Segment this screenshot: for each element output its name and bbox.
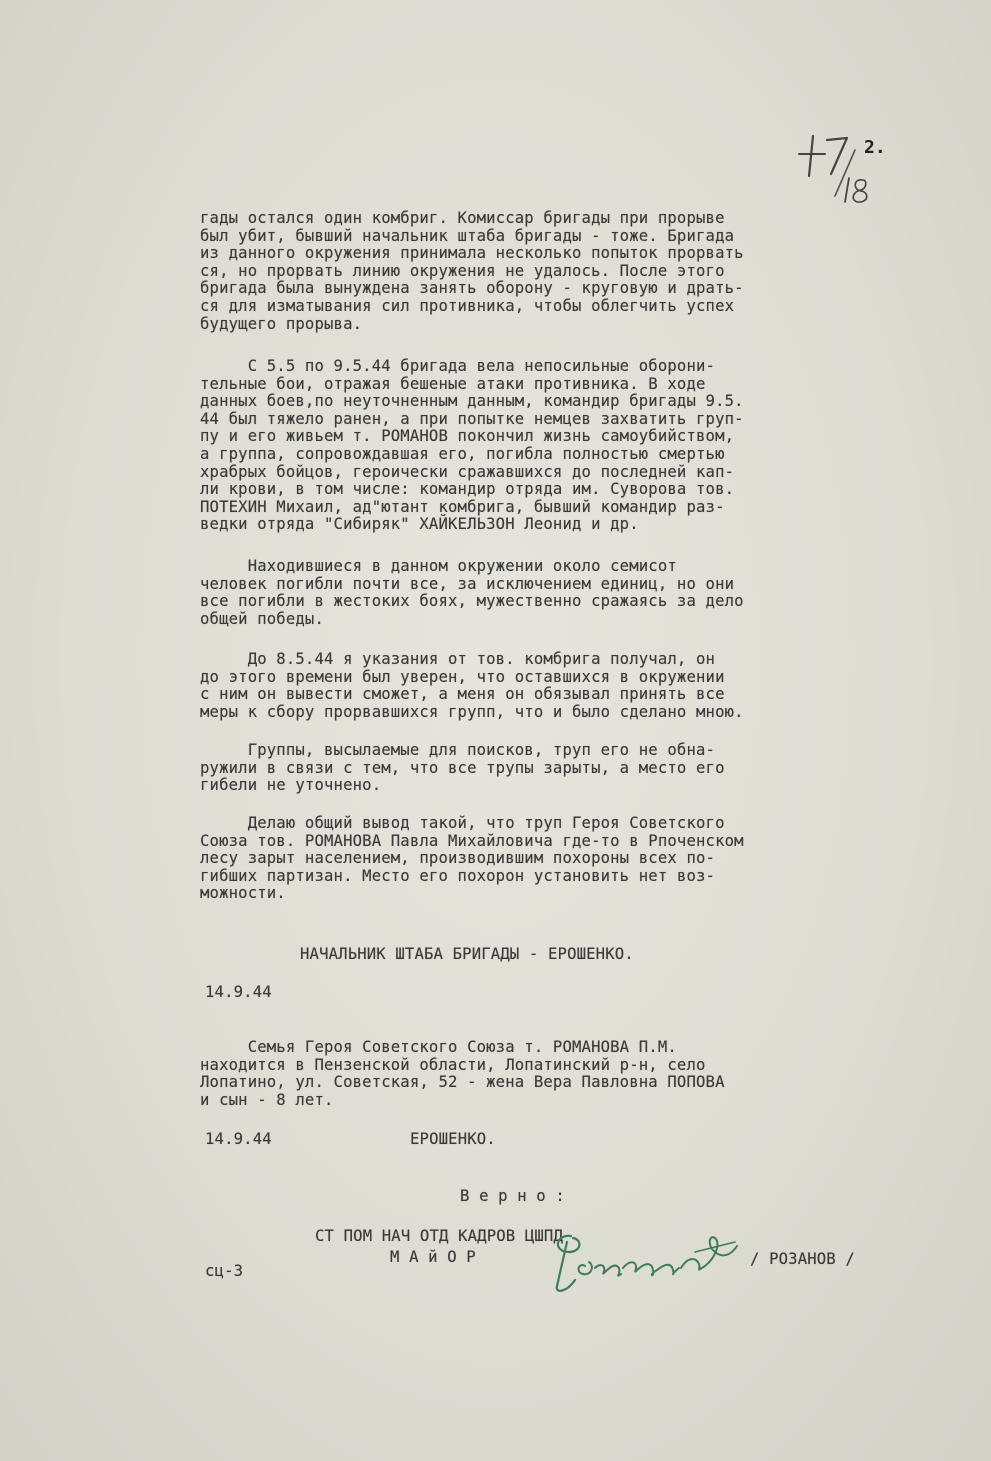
text-line: а группа, сопровождавшая его, погибла полностью смертью xyxy=(200,444,725,463)
text-line: все погибли в жестоких боях, мужественно сражаясь за дело xyxy=(200,592,744,611)
text-line: тельные бои, отражая бешеные атаки противника. В ходе xyxy=(200,374,706,393)
text-line: Находившиеся в данном окружении около семисот xyxy=(200,557,677,575)
text-line: из данного окружения принимала несколько попыток прорвать xyxy=(200,244,744,263)
text-line: меры к сбору прорвавшихся групп, что и было сделано мною. xyxy=(200,702,744,721)
paragraph-4 xyxy=(200,651,920,721)
chief-of-staff-signature: НАЧАЛЬНИК ШТАБА БРИГАДЫ - ЕРОШЕНКО. xyxy=(300,945,634,963)
text-line: будущего прорыва. xyxy=(200,314,363,333)
family-note-date: 14.9.44 xyxy=(205,1130,272,1148)
text-line: общей победы. xyxy=(200,609,324,628)
text-line: до этого времени был уверен, что оставшихся в окружении xyxy=(200,667,725,686)
text-line: Группы, высылаемые для поисков, труп его не обна- xyxy=(200,741,716,759)
text-line: и сын - 8 лет. xyxy=(200,1090,334,1109)
text-line: находится в Пензенской области, Лопатинский р-н, село xyxy=(200,1055,706,1074)
text-line: Семья Героя Советского Союза т. РОМАНОВА П.М. xyxy=(200,1038,677,1056)
certification-rank: М А й О Р xyxy=(390,1248,476,1266)
text-line: был убит, бывший начальник штаба бригады - тоже. Бригада xyxy=(200,226,735,245)
document-date: 14.9.44 xyxy=(205,983,272,1001)
document-code: сц-3 xyxy=(205,1262,244,1280)
text-line: лесу зарыт населением, производившим похороны всех по- xyxy=(200,849,716,868)
text-line: ли крови, в том числе: командир отряда им. Суворова тов. xyxy=(200,480,735,499)
paragraph-3 xyxy=(200,558,920,628)
text-line: пу и его живьем т. РОМАНОВ покончил жизнь самоубийством, xyxy=(200,427,735,446)
text-line: До 8.5.44 я указания от тов. комбрига получал, он xyxy=(200,650,716,668)
text-line: Делаю общий вывод такой, что труп Героя Советского xyxy=(200,814,725,832)
paragraph-6 xyxy=(200,815,920,903)
text-line: ПОТЕХИН Михаил, ад"ютант комбрига, бывший командир раз- xyxy=(200,497,725,516)
certification-position: СТ ПОМ НАЧ ОТД КАДРОВ ЦШПД xyxy=(315,1227,563,1245)
text-line: можности. xyxy=(200,884,286,903)
text-line: данных боев,по неуточненным данным, командир бригады 9.5. xyxy=(200,392,744,411)
certification-verno: В е р н о : xyxy=(460,1187,565,1205)
paragraph-1 xyxy=(200,210,920,333)
text-line: Союза тов. РОМАНОВА Павла Михайловича где-то в Рпоченском xyxy=(200,831,744,850)
text-line: ся для изматывания сил противника, чтобы облегчить успех xyxy=(200,296,735,315)
text-line: бригада была вынуждена занять оборону - круговую и драть- xyxy=(200,279,744,298)
text-line: гады остался один комбриг. Комиссар бригады при прорыве xyxy=(200,209,725,227)
text-line: С 5.5 по 9.5.44 бригада вела непосильные оборони- xyxy=(200,357,716,375)
paragraph-2 xyxy=(200,358,920,534)
text-line: гибели не уточнено. xyxy=(200,776,382,795)
page-number: 2. xyxy=(864,137,886,158)
text-line: ружили в связи с тем, что все трупы зарыты, а место его xyxy=(200,758,725,777)
text-line: ся, но прорвать линию окружения не удалось. После этого xyxy=(200,261,725,280)
text-line: 44 был тяжело ранен, а при попытке немцев захватить груп- xyxy=(200,409,744,428)
text-line: Лопатино, ул. Советская, 52 - жена Вера Павловна ПОПОВА xyxy=(200,1073,725,1092)
text-line: ведки отряда "Сибиряк" ХАЙКЕЛЬЗОН Леонид и др. xyxy=(200,515,639,534)
handwritten-page-annotation xyxy=(795,128,905,208)
signature-text: Розанов xyxy=(545,1222,550,1223)
text-line: с ним он вывести сможет, а меня он обязывал принять все xyxy=(200,685,725,704)
family-note-signer: ЕРОШЕНКО. xyxy=(410,1130,496,1148)
family-note xyxy=(200,1039,920,1109)
paragraph-5 xyxy=(200,742,920,795)
text-line: человек погибли почти все, за исключением единиц, но они xyxy=(200,574,735,593)
signature-icon xyxy=(545,1222,755,1297)
certifier-name: / РОЗАНОВ / xyxy=(750,1250,855,1268)
handwritten-mark-icon xyxy=(795,128,905,208)
handwritten-signature xyxy=(545,1222,755,1297)
text-line: храбрых бойцов, героически сражавшихся до последней кап- xyxy=(200,462,735,481)
text-line: гибших партизан. Место его похорон установить нет воз- xyxy=(200,866,716,885)
